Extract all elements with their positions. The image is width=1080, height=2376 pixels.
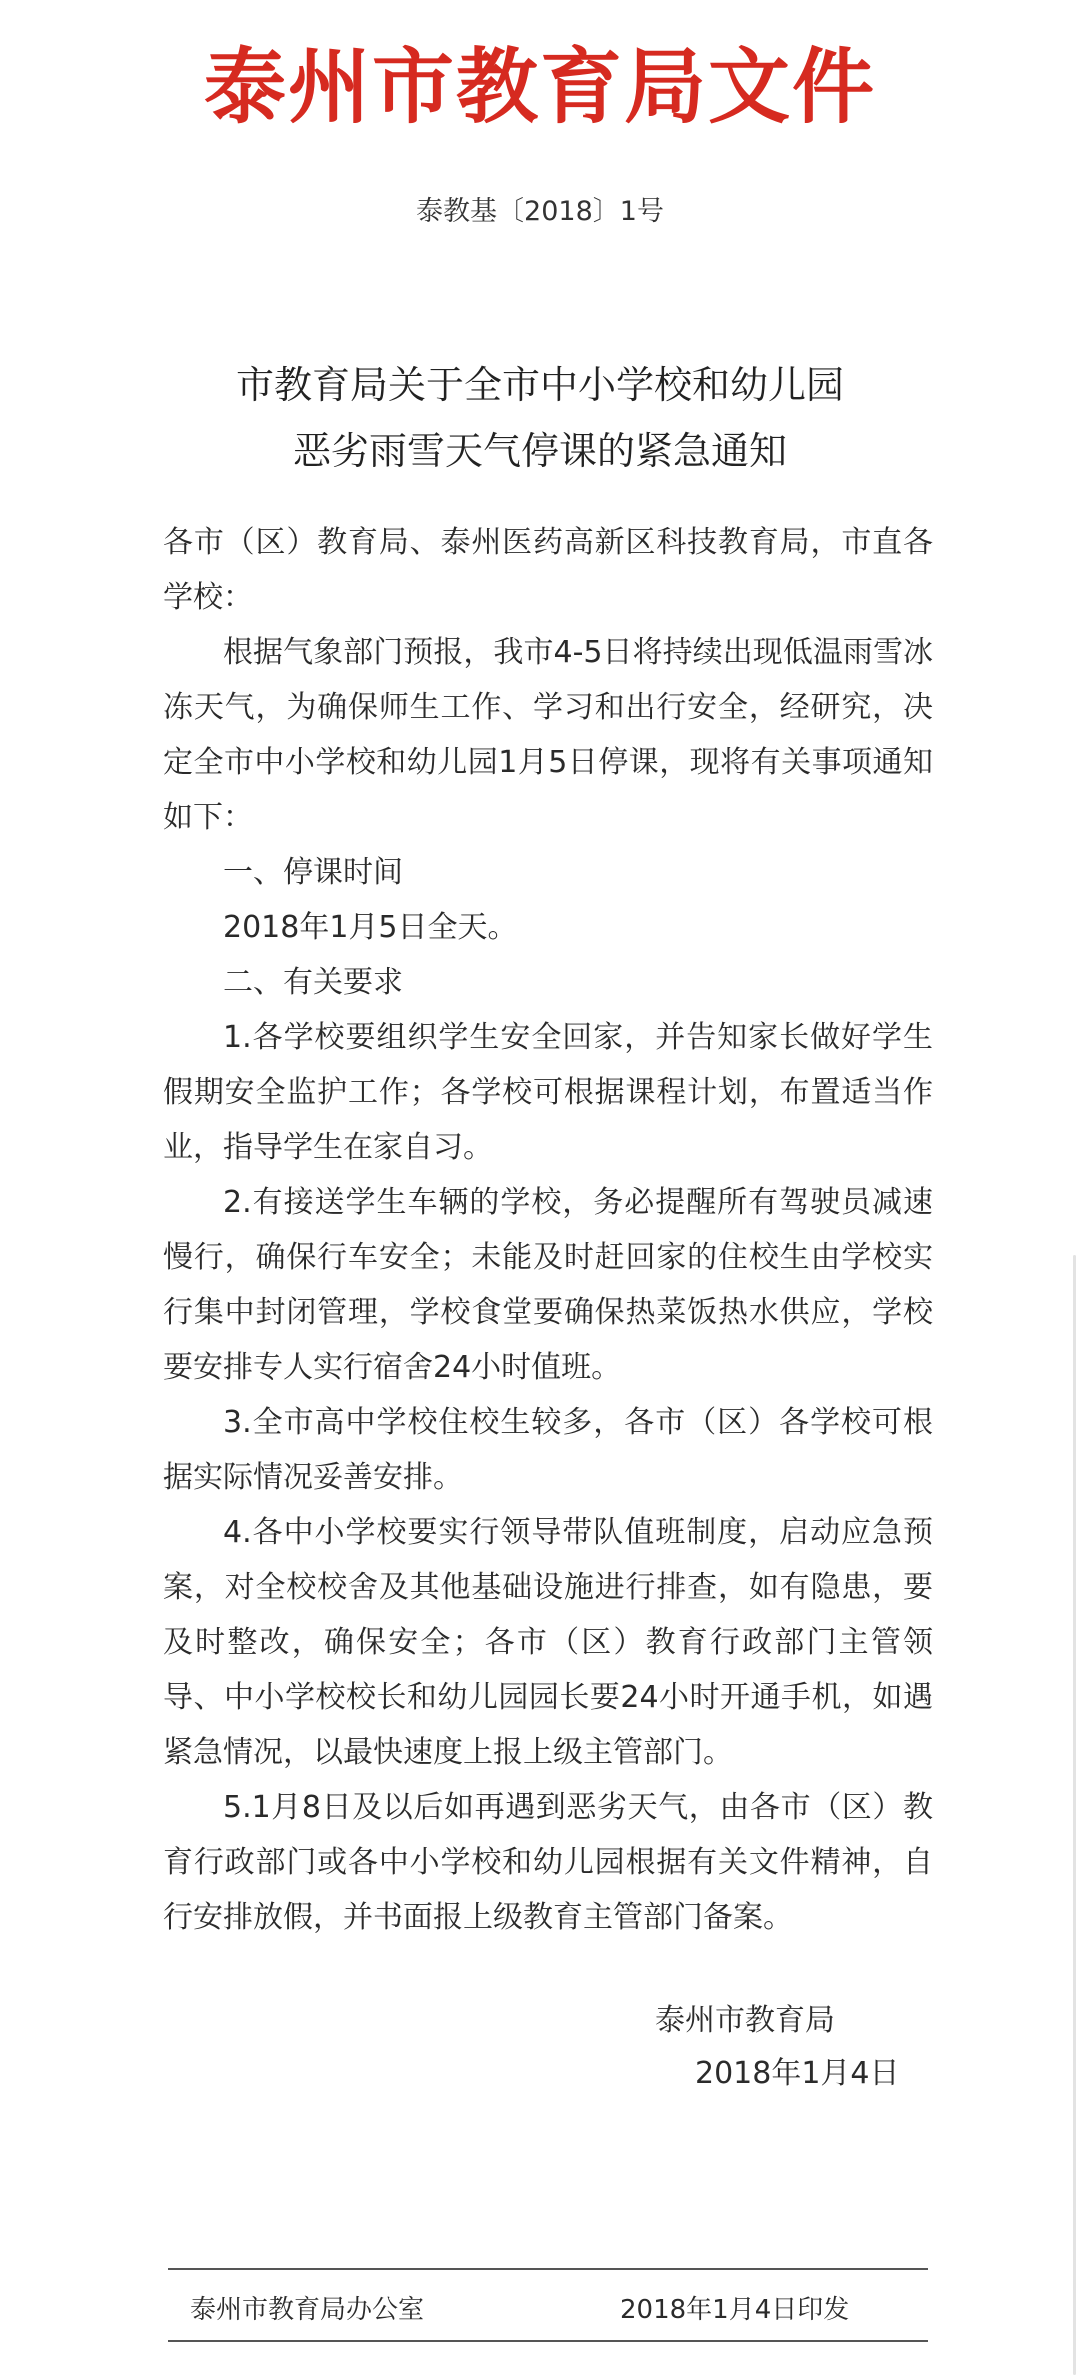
requirement-item-4: 4.各中小学校要实行领导带队值班制度，启动应急预案，对全校校舍及其他基础设施进行排查，如有隐患，要及时整改，确保安全；各市（区）教育行政部门主管领导、中小学校校长和幼儿园园长要24小时开通手机，如遇紧急情况，以最快速度上报上级主管部门。: [163, 1515, 933, 1770]
document-number: 泰教基〔2018〕1号: [416, 196, 664, 227]
requirement-item-5: 5.1月8日及以后如再遇到恶劣天气，由各市（区）教育行政部门或各中小学校和幼儿园根据有关文件精神，自行安排放假，并书面报上级教育主管部门备案。: [163, 1790, 933, 1935]
addressee-paragraph: 各市（区）教育局、泰州医药高新区科技教育局，市直各学校：: [163, 525, 933, 615]
intro-paragraph: 根据气象部门预报，我市4-5日将持续出现低温雨雪冰冻天气，为确保师生工作、学习和出行安全，经研究，决定全市中小学校和幼儿园1月5日停课，现将有关事项通知如下：: [163, 635, 933, 835]
signature-date: 2018年1月4日: [695, 2056, 900, 2091]
suspension-date-paragraph: 2018年1月5日全天。: [223, 910, 518, 945]
requirement-item-2: 2.有接送学生车辆的学校，务必提醒所有驾驶员减速慢行，确保行车安全；未能及时赶回家的住校生由学校实行集中封闭管理，学校食堂要确保热菜饭热水供应，学校要安排专人实行宿舍24小时值班。: [163, 1185, 933, 1385]
footer-issuing-office: 泰州市教育局办公室: [190, 2295, 425, 2325]
section-heading-suspension-time: 一、停课时间: [223, 855, 403, 890]
requirement-item-3: 3.全市高中学校住校生较多，各市（区）各学校可根据实际情况妥善安排。: [163, 1405, 933, 1495]
footer-print-date: 2018年1月4日印发: [620, 2295, 850, 2325]
notice-body: [163, 515, 933, 1945]
signature-organization: 泰州市教育局: [655, 2003, 835, 2038]
footer-bottom-rule: [168, 2340, 928, 2342]
notice-title-line-1: 市教育局关于全市中小学校和幼儿园: [235, 363, 844, 407]
scrollbar[interactable]: [1073, 1255, 1076, 2375]
section-heading-requirements: 二、有关要求: [223, 965, 403, 1000]
footer-top-rule: [168, 2268, 928, 2270]
document-header-title: 泰州市教育局文件: [203, 40, 876, 135]
requirement-item-1: 1.各学校要组织学生安全回家，并告知家长做好学生假期安全监护工作；各学校可根据课程计划，布置适当作业，指导学生在家自习。: [163, 1020, 933, 1165]
notice-title: [0, 352, 1080, 484]
notice-title-line-2: 恶劣雨雪天气停课的紧急通知: [292, 429, 787, 473]
